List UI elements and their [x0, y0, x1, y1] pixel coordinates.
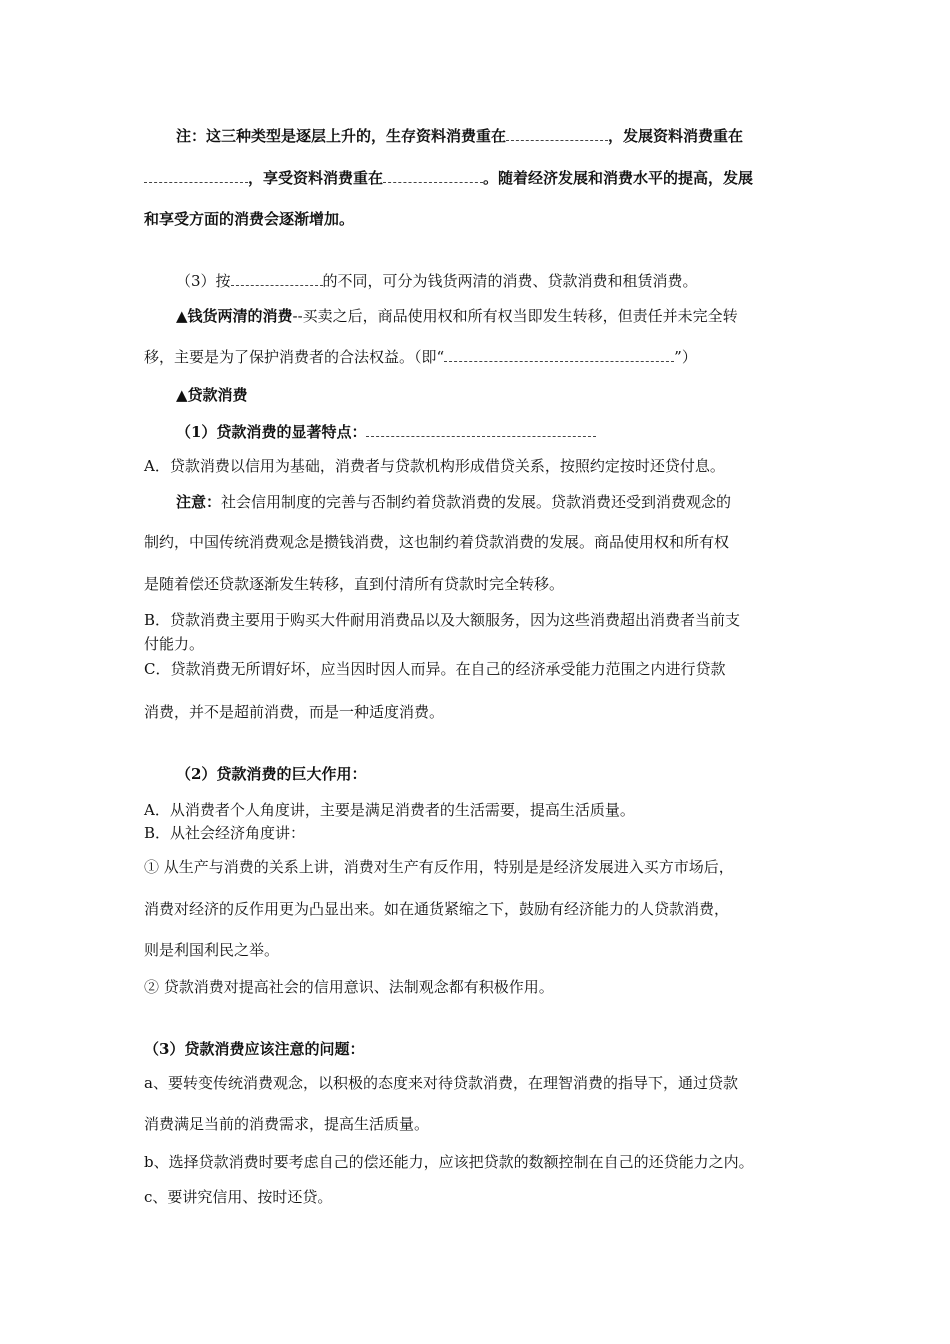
loan-issue-c: c、要讲究信用、按时还贷。 — [144, 1188, 333, 1206]
blank-field — [506, 127, 608, 141]
blank-field — [144, 169, 248, 183]
loan-features-heading: （1）贷款消费的显著特点： — [176, 422, 596, 442]
blank-field — [231, 272, 323, 286]
blank-field — [444, 348, 674, 362]
cash-consumption-line-2: 移，主要是为了保护消费者的合法权益。（即“ ”） — [144, 348, 697, 366]
loan-role-item-1-line-1: ① 从生产与消费的关系上讲，消费对生产有反作用，特别是是经济发展进入买方市场后， — [144, 858, 734, 876]
loan-role-a: A．从消费者个人角度讲，主要是满足消费者的生活需要，提高生活质量。 — [144, 801, 635, 819]
loan-issue-b: b、选择贷款消费时要考虑自己的偿还能力，应该把贷款的数额控制在自己的还贷能力之内。 — [144, 1153, 754, 1171]
loan-consumption-heading: ▲贷款消费 — [176, 386, 248, 404]
loan-role-item-2: ② 贷款消费对提高社会的信用意识、法制观念都有积极作用。 — [144, 978, 554, 996]
blank-field — [383, 169, 483, 183]
loan-feature-a: A．贷款消费以信用为基础，消费者与贷款机构形成借贷关系，按照约定按时还贷付息。 — [144, 457, 725, 475]
loan-issue-a-line-2: 消费满足当前的消费需求，提高生活质量。 — [144, 1115, 430, 1133]
loan-feature-c-line-1: C．贷款消费无所谓好坏，应当因时因人而异。在自己的经济承受能力范围之内进行贷款 — [144, 660, 726, 678]
note-line-3: 和享受方面的消费会逐渐增加。 — [144, 210, 355, 228]
loan-issue-a-line-1: a、要转变传统消费观念，以积极的态度来对待贷款消费，在理智消费的指导下，通过贷款 — [144, 1074, 738, 1092]
loan-feature-c-line-2: 消费，并不是超前消费，而是一种适度消费。 — [144, 703, 445, 721]
loan-role-heading: （2）贷款消费的巨大作用： — [176, 765, 367, 783]
loan-role-item-1-line-2: 消费对经济的反作用更为凸显出来。如在通货紧缩之下，鼓励有经济能力的人贷款消费， — [144, 900, 730, 918]
cash-consumption-line-1: ▲钱货两清的消费--买卖之后，商品使用权和所有权当即发生转移，但责任并未完全转 — [176, 307, 738, 325]
loan-note-line-3: 是随着偿还贷款逐渐发生转移，直到付清所有贷款时完全转移。 — [144, 575, 565, 593]
loan-note-line-2: 制约，中国传统消费观念是攒钱消费，这也制约着贷款消费的发展。商品使用权和所有权 — [144, 533, 730, 551]
note-line-2: ，享受资料消费重在 。随着经济发展和消费水平的提高，发展 — [144, 168, 753, 188]
loan-feature-b-line-1: B．贷款消费主要用于购买大件耐用消费品以及大额服务，因为这些消费超出消费者当前支 — [144, 611, 741, 629]
loan-note-line-1: 注意：社会信用制度的完善与否制约着贷款消费的发展。贷款消费还受到消费观念的 — [176, 493, 732, 511]
loan-role-item-1-line-3: 则是利国利民之举。 — [144, 941, 280, 959]
loan-issues-heading: （3）贷款消费应该注意的问题： — [144, 1040, 365, 1058]
loan-role-b: B．从社会经济角度讲： — [144, 824, 306, 842]
loan-feature-b-line-2: 付能力。 — [144, 635, 205, 653]
note-line-1: 注：这三种类型是逐层上升的，生存资料消费重在 ，发展资料消费重在 — [176, 127, 744, 145]
classification-line: （3）按 的不同，可分为钱货两清的消费、贷款消费和租赁消费。 — [176, 272, 698, 290]
blank-field — [366, 423, 596, 437]
